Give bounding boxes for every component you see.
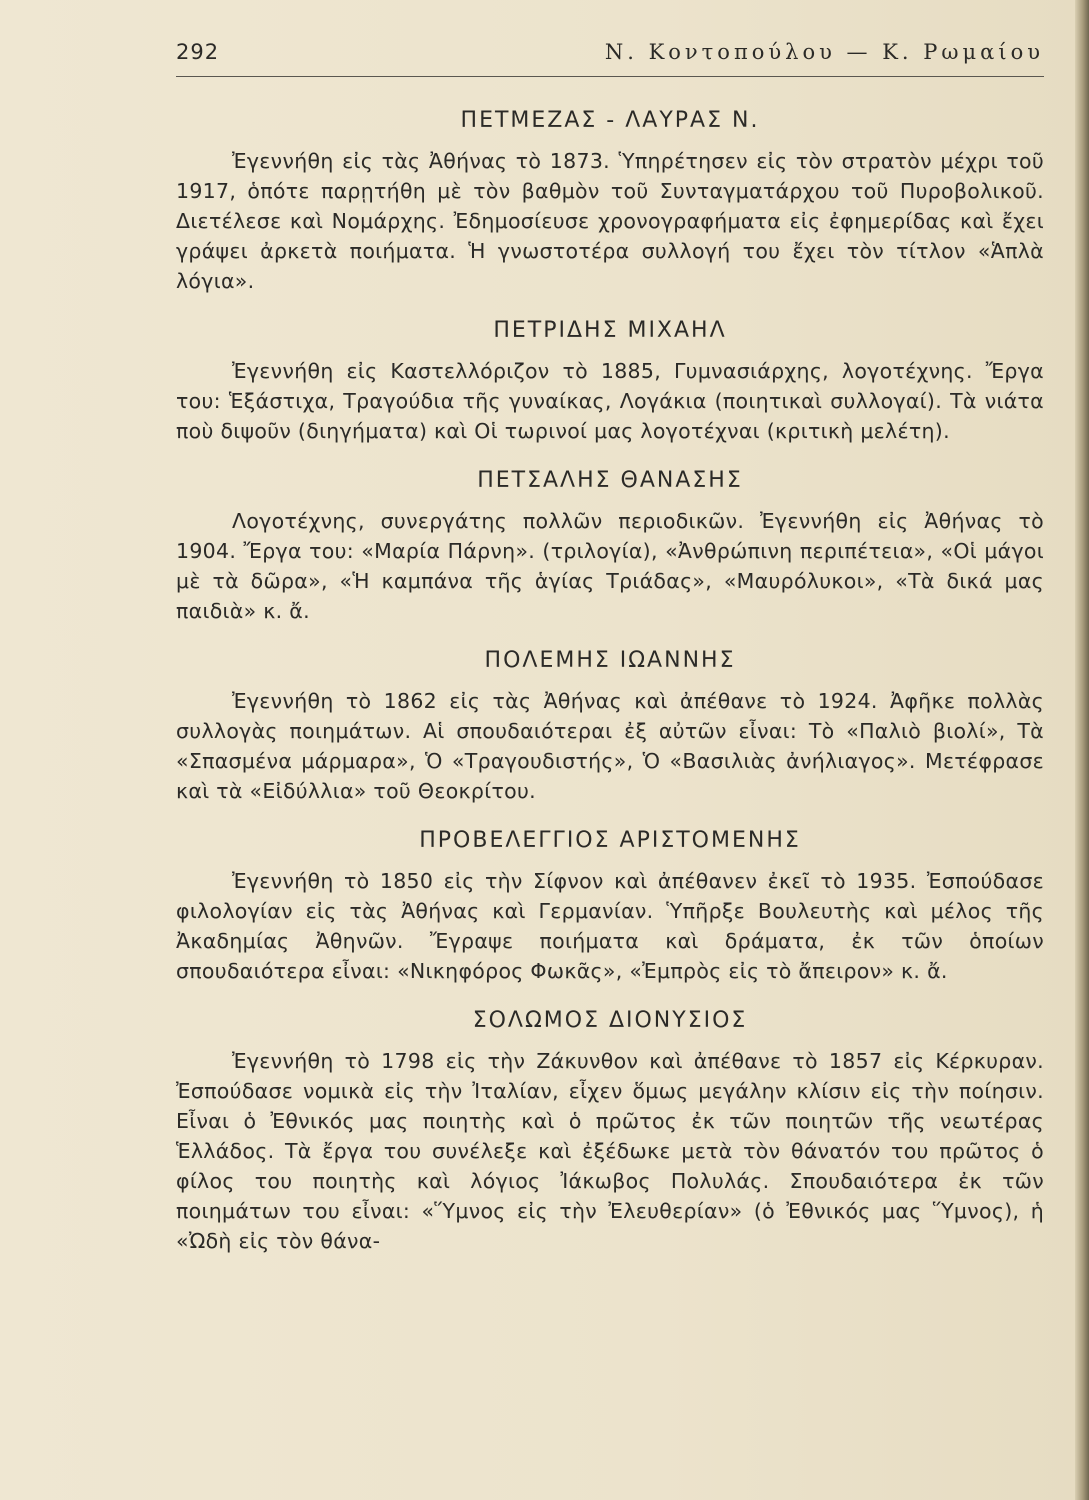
page-number: 292 xyxy=(176,40,220,64)
entry-solomos xyxy=(176,1006,1044,1256)
entry-provelengios xyxy=(176,826,1044,986)
entry-title: ΠΕΤΣΑΛΗΣ ΘΑΝΑΣΗΣ xyxy=(477,468,743,493)
entry-title: ΠΕΤΡΙΔΗΣ ΜΙΧΑΗΛ xyxy=(493,318,727,343)
entry-title: ΠΟΛΕΜΗΣ ΙΩΑΝΝΗΣ xyxy=(484,648,736,673)
entry-title: ΠΕΤΜΕΖΑΣ - ΛΑΥΡΑΣ Ν. xyxy=(460,108,760,133)
page-header xyxy=(176,36,1044,77)
entry-body: Ἐγεννήθη εἰς Καστελλόριζον τὸ 1885, Γυμνασιάρχης, λογοτέχνης. Ἔργα του: Ἑξάστιχα, Τραγούδια τῆς γυναίκας, Λογάκια (ποιητικαὶ συλλογαί). Τὰ νιάτα ποὺ διψοῦν (διηγήματα) καὶ Οἱ τωρινοί μας λογοτέχναι (κριτικὴ μελέτη). xyxy=(176,359,1044,443)
entry-body: Λογοτέχνης, συνεργάτης πολλῶν περιοδικῶν. Ἐγεννήθη εἰς Ἀθήνας τὸ 1904. Ἔργα του: «Μαρία Πάρνη». (τριλογία), «Ἀνθρώπινη περιπέτεια», «Οἱ μάγοι μὲ τὰ δῶρα», «Ἡ καμπάνα τῆς ἁγίας Τριάδας», «Μαυρόλυκοι», «Τὰ δικά μας παιδιὰ» κ. ἄ. xyxy=(176,509,1044,623)
entry-petmezas xyxy=(176,106,1044,296)
page-content xyxy=(176,106,1044,1276)
entry-body: Ἐγεννήθη τὸ 1850 εἰς τὴν Σίφνον καὶ ἀπέθανεν ἐκεῖ τὸ 1935. Ἐσπούδασε φιλολογίαν εἰς τὰς Ἀθήνας καὶ Γερμανίαν. Ὑπῆρξε Βουλευτὴς καὶ μέλος τῆς Ἀκαδημίας Ἀθηνῶν. Ἔγραψε ποιήματα καὶ δράματα, ἐκ τῶν ὁποίων σπουδαιότερα εἶναι: «Νικηφόρος Φωκᾶς», «Ἐμπρὸς εἰς τὸ ἄπειρον» κ. ἄ. xyxy=(176,869,1044,983)
entry-petsalis xyxy=(176,466,1044,626)
entry-title: ΣΟΛΩΜΟΣ ΔΙΟΝΥΣΙΟΣ xyxy=(472,1008,748,1033)
entry-body: Ἐγεννήθη τὸ 1862 εἰς τὰς Ἀθήνας καὶ ἀπέθανε τὸ 1924. Ἀφῆκε πολλὰς συλλογὰς ποιημάτων. Αἱ σπουδαιότεραι ἐξ αὐτῶν εἶναι: Τὸ «Παλιὸ βιολί», Τὰ «Σπασμένα μάρμαρα», Ὁ «Τραγουδιστής», Ὁ «Βασιλιὰς ἀνήλιαγος». Μετέφρασε καὶ τὰ «Εἰδύλλια» τοῦ Θεοκρίτου. xyxy=(176,689,1044,803)
entry-petridis xyxy=(176,316,1044,446)
running-head: Ν. Κοντοπούλου — Κ. Ρωμαίου xyxy=(604,40,1044,64)
entry-polemis xyxy=(176,646,1044,806)
entry-body: Ἐγεννήθη τὸ 1798 εἰς τὴν Ζάκυνθον καὶ ἀπέθανε τὸ 1857 εἰς Κέρκυραν. Ἐσπούδασε νομικὰ εἰς τὴν Ἰταλίαν, εἶχεν ὅμως μεγάλην κλίσιν εἰς τὴν ποίησιν. Εἶναι ὁ Ἐθνικός μας ποιητὴς καὶ ὁ πρῶτος ἐκ τῶν ποιητῶν τῆς νεωτέρας Ἑλλάδος. Τὰ ἔργα του συνέλεξε καὶ ἐξέδωκε μετὰ τὸν θάνατόν του πρῶτος ὁ φίλος του ποιητὴς καὶ λόγιος Ἰάκωβος Πολυλάς. Σπουδαιότερα ἐκ τῶν ποιημάτων του εἶναι: «Ὕμνος εἰς τὴν Ἐλευθερίαν» (ὁ Ἐθνικός μας Ὕμνος), ἡ «Ὠδὴ εἰς τὸν θάνα- xyxy=(176,1049,1044,1253)
book-spine-shadow xyxy=(1075,0,1089,1500)
entry-body: Ἐγεννήθη εἰς τὰς Ἀθήνας τὸ 1873. Ὑπηρέτησεν εἰς τὸν στρατὸν μέχρι τοῦ 1917, ὁπότε παρῃτήθη μὲ τὸν βαθμὸν τοῦ Συνταγματάρχου τοῦ Πυροβολικοῦ. Διετέλεσε καὶ Νομάρχης. Ἐδημοσίευσε χρονογραφήματα εἰς ἐφημερίδας καὶ ἔχει γράψει ἀρκετὰ ποιήματα. Ἡ γνωστοτέρα συλλογή του ἔχει τὸν τίτλον «Ἁπλὰ λόγια». xyxy=(176,149,1044,293)
entry-title: ΠΡΟΒΕΛΕΓΓΙΟΣ ΑΡΙΣΤΟΜΕΝΗΣ xyxy=(419,828,801,853)
